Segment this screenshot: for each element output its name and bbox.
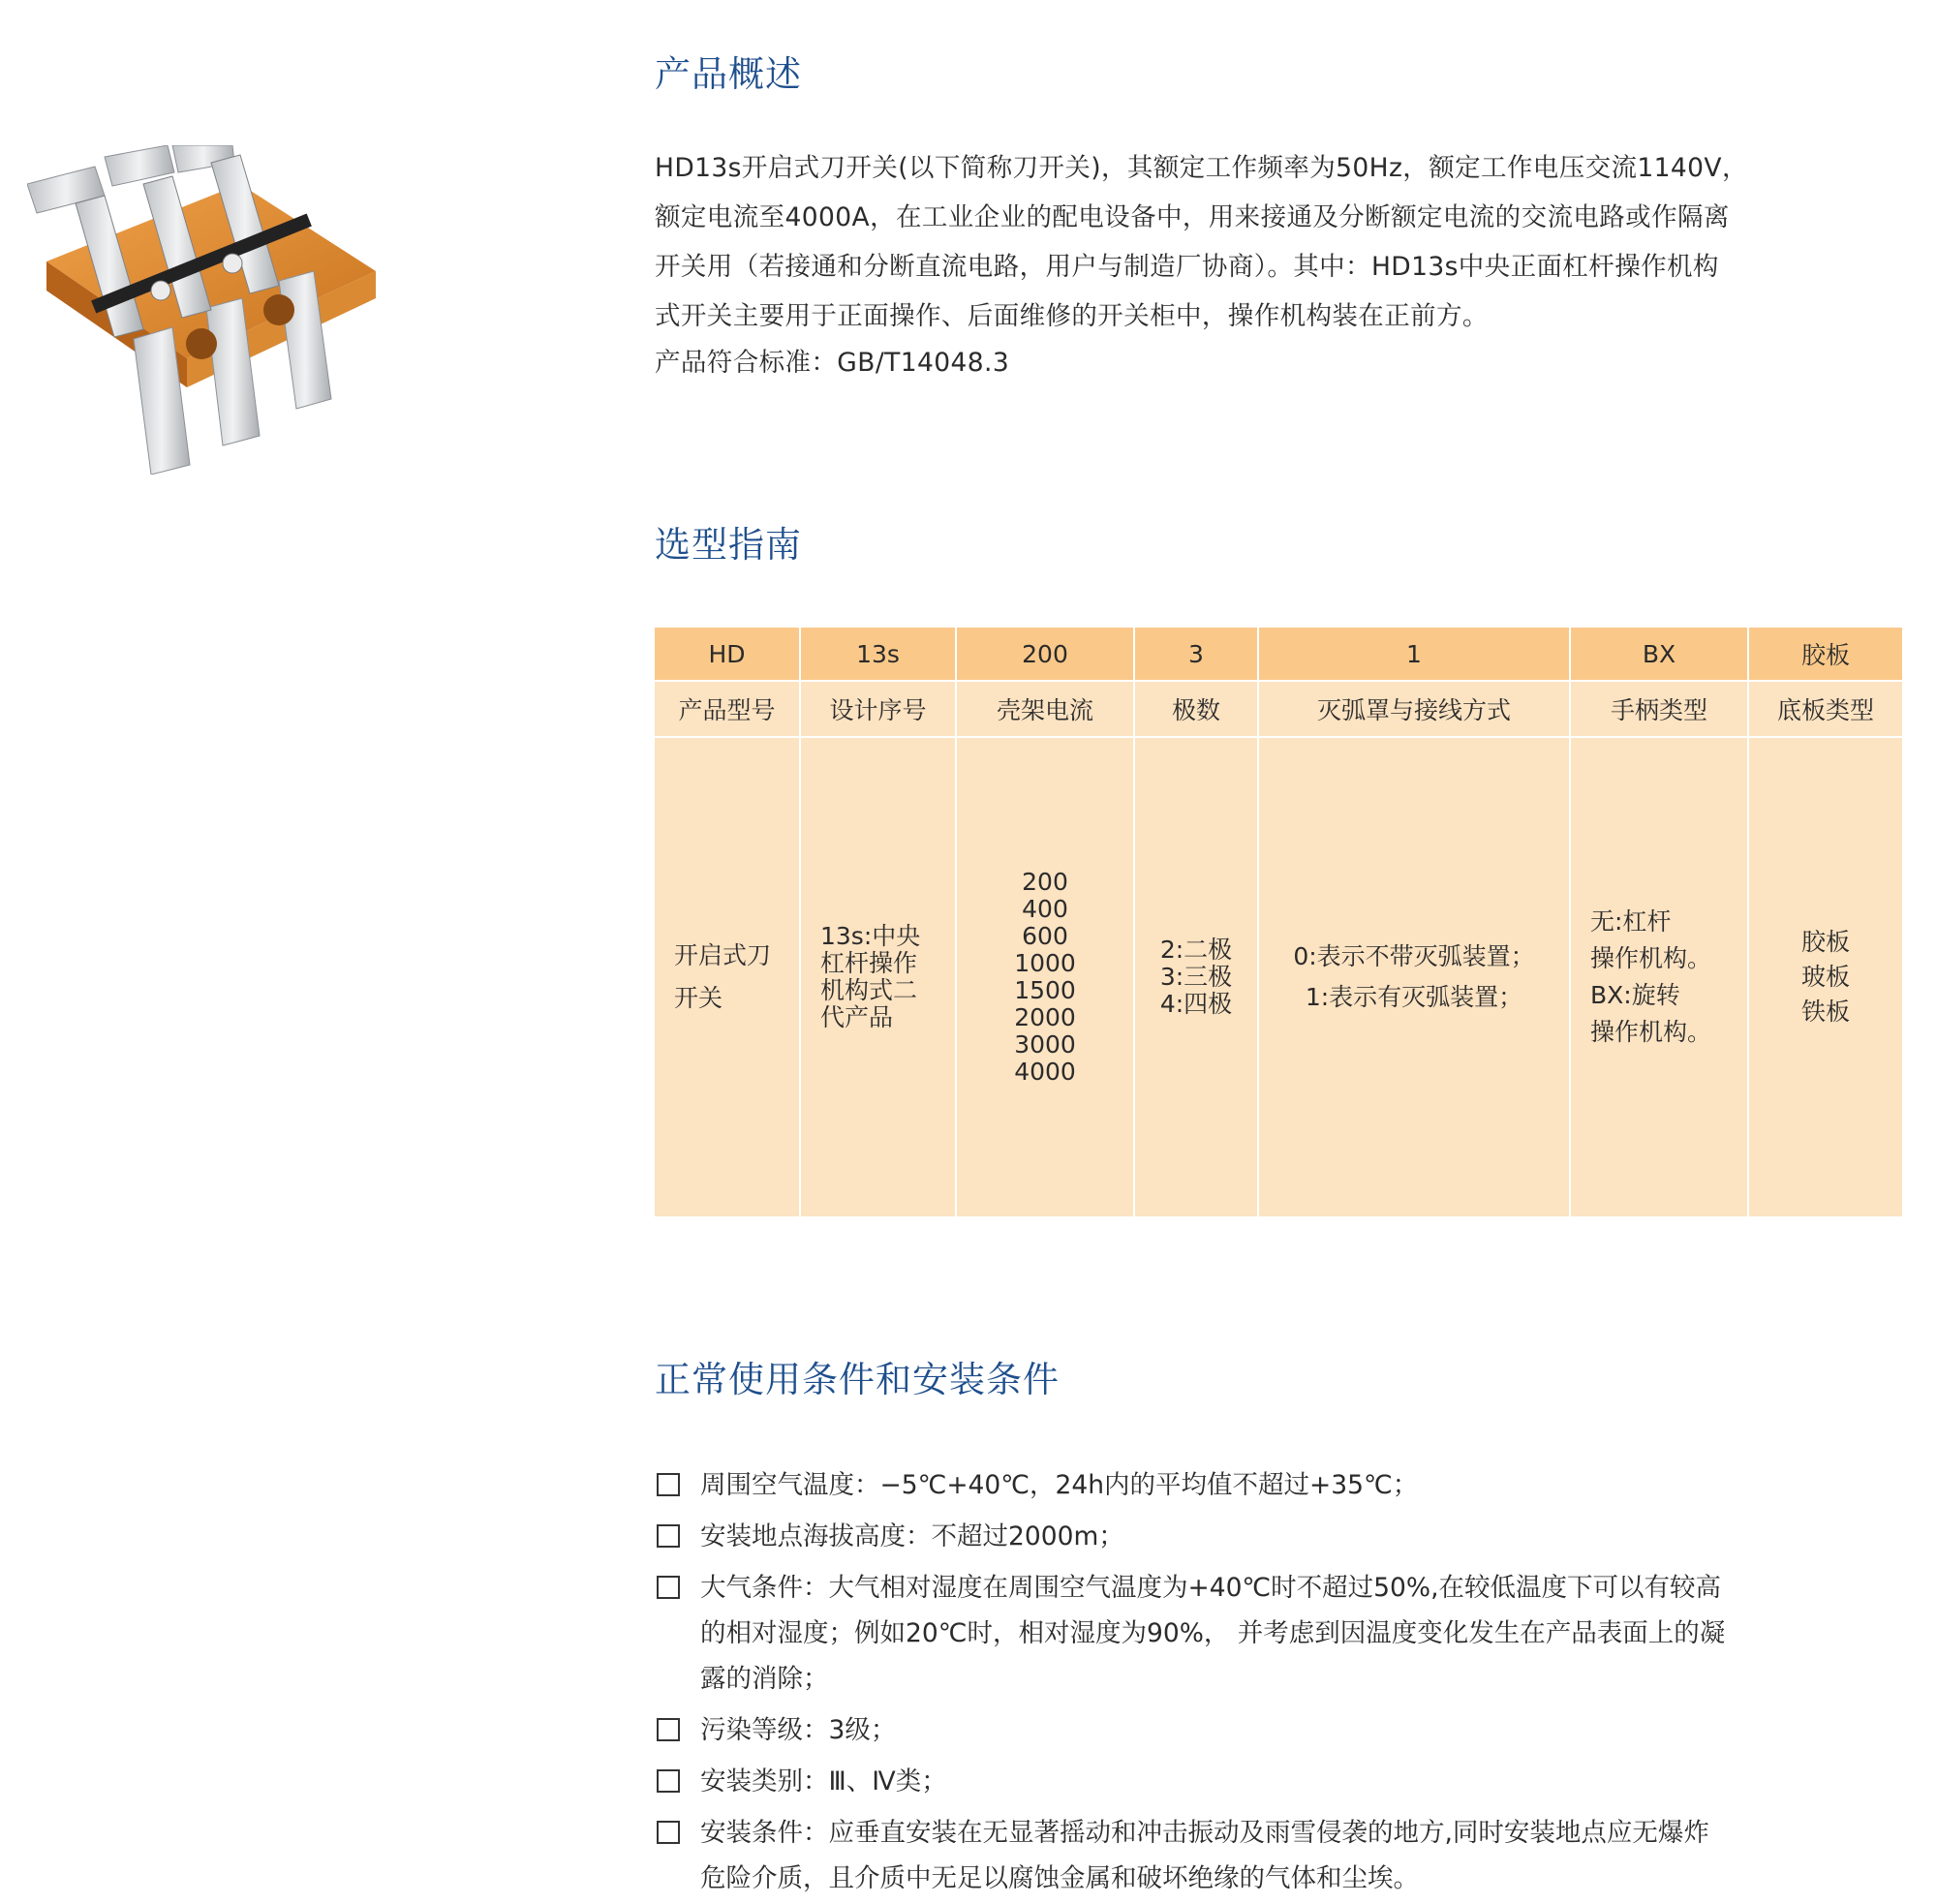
desc-line: 无:杠杆 [1590, 907, 1672, 936]
code-cell: 200 [956, 628, 1134, 681]
name-cell: 壳架电流 [956, 681, 1134, 737]
desc-line: 1500 [1014, 976, 1076, 1004]
desc-cell-design [800, 737, 956, 1216]
condition-line: 安装类别：Ⅲ、Ⅳ类； [700, 1766, 947, 1797]
knife-switch-image [27, 145, 405, 475]
condition-line: 安装条件：应垂直安装在无显著摇动和冲击振动及雨雪侵袭的地方,同时安装地点应无爆炸 [700, 1818, 1709, 1848]
desc-line: 1:表示有灭弧装置； [1305, 983, 1523, 1011]
desc-line: 13s:中央 [820, 922, 921, 950]
condition-line: 露的消除； [700, 1664, 829, 1694]
name-cell: 灭弧罩与接线方式 [1258, 681, 1570, 737]
conditions-list [655, 1462, 1914, 1901]
code-cell: 3 [1134, 628, 1258, 681]
desc-line: 铁板 [1800, 998, 1850, 1026]
desc-line: 2:二极 [1159, 936, 1233, 964]
condition-item [655, 1810, 1914, 1901]
name-cell: 底板类型 [1748, 681, 1902, 737]
desc-line: 操作机构。 [1590, 944, 1712, 972]
condition-item [655, 1514, 1914, 1559]
overview-title: 产品概述 [655, 53, 802, 95]
checkbox-icon [657, 1576, 680, 1599]
desc-cell-handle [1570, 737, 1748, 1216]
selection-table [655, 628, 1902, 1216]
desc-line: 1000 [1014, 949, 1076, 977]
desc-line: 3000 [1014, 1030, 1076, 1059]
condition-item [655, 1462, 1914, 1508]
overview-line: 式开关主要用于正面操作、后面维修的开关柜中，操作机构装在正前方。 [655, 301, 1489, 331]
code-cell: HD [655, 628, 800, 681]
desc-line: 开关 [674, 984, 723, 1012]
overview-paragraph [655, 143, 1914, 385]
code-cell: 胶板 [1748, 628, 1902, 681]
desc-line: 玻板 [1800, 963, 1850, 991]
desc-line: 机构式二 [820, 976, 918, 1004]
description-row [655, 737, 1902, 1216]
condition-line: 的相对湿度；例如20℃时，相对湿度为90%， 并考虑到因温度变化发生在产品表面上的凝 [700, 1618, 1726, 1648]
code-row [655, 628, 1902, 681]
condition-line: 大气条件：大气相对湿度在周围空气温度为+40℃时不超过50%,在较低温度下可以有较高 [700, 1573, 1722, 1603]
condition-item [655, 1759, 1914, 1804]
condition-line: 污染等级：3级； [700, 1715, 897, 1745]
desc-cell-type [655, 737, 800, 1216]
code-cell: 1 [1258, 628, 1570, 681]
checkbox-icon [657, 1473, 680, 1496]
name-cell: 极数 [1134, 681, 1258, 737]
desc-line: 4000 [1014, 1058, 1076, 1086]
checkbox-icon [657, 1718, 680, 1741]
desc-line: 600 [1022, 922, 1068, 950]
condition-item [655, 1565, 1914, 1702]
desc-cell-current [956, 737, 1134, 1216]
overview-line: 开关用（若接通和分断直流电路，用户与制造厂协商）。其中：HD13s中央正面杠杆操作机构 [655, 252, 1719, 282]
desc-line: 开启式刀 [674, 941, 772, 969]
desc-line: 胶板 [1800, 928, 1850, 956]
condition-line: 周围空气温度：−5℃+40℃，24h内的平均值不超过+35℃； [700, 1470, 1419, 1500]
desc-line: 操作机构。 [1590, 1018, 1712, 1046]
desc-line: 400 [1022, 895, 1068, 923]
desc-cell-arc [1258, 737, 1570, 1216]
desc-line: 代产品 [820, 1003, 894, 1031]
checkbox-icon [657, 1769, 680, 1793]
name-row [655, 681, 1902, 737]
desc-line: 3:三极 [1159, 963, 1233, 991]
standard-line: 产品符合标准：GB/T14048.3 [655, 348, 1010, 378]
code-cell: 13s [800, 628, 956, 681]
checkbox-icon [657, 1524, 680, 1548]
desc-cell-base [1748, 737, 1902, 1216]
overview-line: HD13s开启式刀开关(以下简称刀开关)，其额定工作频率为50Hz，额定工作电压交流1140V， [655, 153, 1748, 183]
condition-line: 安装地点海拔高度：不超过2000m； [700, 1521, 1124, 1551]
code-cell: BX [1570, 628, 1748, 681]
desc-cell-poles [1134, 737, 1258, 1216]
overview-line: 额定电流至4000A，在工业企业的配电设备中，用来接通及分断额定电流的交流电路或作隔离 [655, 202, 1730, 232]
desc-line: BX:旋转 [1590, 981, 1680, 1009]
desc-line: 2000 [1014, 1003, 1076, 1031]
name-cell: 产品型号 [655, 681, 800, 737]
checkbox-icon [657, 1821, 680, 1844]
desc-line: 杠杆操作 [820, 949, 918, 977]
desc-line: 200 [1022, 868, 1068, 896]
conditions-title: 正常使用条件和安装条件 [655, 1359, 1060, 1400]
desc-line: 0:表示不带灭弧装置； [1293, 942, 1535, 970]
name-cell: 手柄类型 [1570, 681, 1748, 737]
condition-line: 危险介质，且介质中无足以腐蚀金属和破坏绝缘的气体和尘埃。 [700, 1863, 1419, 1893]
selection-title: 选型指南 [655, 524, 802, 566]
desc-line: 4:四极 [1159, 990, 1233, 1018]
name-cell: 设计序号 [800, 681, 956, 737]
condition-item [655, 1707, 1914, 1753]
